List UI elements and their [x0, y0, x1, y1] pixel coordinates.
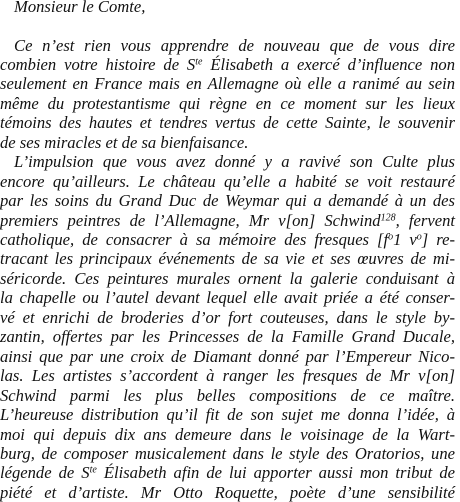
- line-text: ] re-: [421, 230, 456, 249]
- text-line: [0, 347, 455, 366]
- superscript: 128: [380, 212, 396, 224]
- text-line: [14, 152, 455, 171]
- line-text: de ses miracles et de sa bienfaisance.: [0, 132, 249, 152]
- text-line: [0, 191, 455, 210]
- line-text: ainsi que par une croix de Diamant donné par l’Empereur Nico-: [0, 346, 455, 366]
- line-text: piété et d’artiste. Mr Otto Roquette, poète d’une sensibilité: [0, 482, 455, 502]
- text-line: [0, 211, 455, 230]
- text-line: [0, 133, 455, 152]
- line-text: encore qu’ailleurs. Le château qu’elle a habité se voit restauré: [0, 171, 455, 191]
- line-text: premiers peintres de l’Allemagne, Mr v[on] Schwind: [0, 210, 381, 230]
- line-text: combien votre histoire de S: [0, 54, 196, 74]
- text-line: [14, 36, 455, 55]
- text-line: [0, 269, 455, 288]
- text-line: [0, 94, 455, 113]
- line-text: tracant les principaux événements de sa vie et ses œuvres de mi-: [0, 249, 455, 269]
- text-line: [0, 386, 455, 405]
- text-line: [0, 113, 455, 132]
- text-line: [0, 288, 455, 307]
- superscript: te: [89, 464, 97, 476]
- line-text: Élisabeth afin de lui apporter aussi mon tribut de: [96, 463, 455, 483]
- text-line: [0, 172, 455, 191]
- line-text: las. Les artistes s’accordent à ranger les fresques de Mr v[on]: [0, 366, 455, 386]
- text-line: [0, 425, 455, 444]
- line-text: catholique, de consacrer à sa mémoire des fresques [f: [0, 230, 389, 249]
- text-line: [0, 327, 455, 346]
- superscript: o: [388, 231, 394, 243]
- line-text: légende de S: [0, 463, 90, 483]
- line-text: la chapelle ou l’autel devant lequel elle avait priée a été conser-: [0, 288, 455, 308]
- line-text: L’impulsion que vous avez donné y a ravivé son Culte plus: [14, 152, 455, 172]
- salutation: Monsieur le Comte,: [14, 0, 146, 16]
- line-text: témoins des hautes et tendres vertus de cette Sainte, le souvenir: [0, 113, 455, 133]
- text-line: [0, 55, 455, 74]
- line-text: vé et enrichi de broderies d’or fort couteuses, dans le style by-: [0, 307, 455, 327]
- text-line: [0, 308, 455, 327]
- line-text: moi qui depuis dix ans demeure dans le voisinage de la Wart-: [0, 424, 455, 444]
- text-line: [0, 230, 455, 249]
- line-text: seulement en France mais en Allemagne où elle a ranimé au sein: [0, 74, 455, 94]
- line-text: Élisabeth a exercé d’influence non: [202, 54, 455, 74]
- text-line: [0, 483, 455, 502]
- line-text: zantin, offertes par les Princesses de la Famille Grand Ducale,: [0, 327, 455, 347]
- line-text: Ce n’est rien vous apprendre de nouveau que de vous dire: [14, 35, 455, 55]
- text-line: [0, 405, 455, 424]
- text-line: [0, 249, 455, 268]
- superscript: o: [416, 231, 422, 243]
- line-text: 1 v: [393, 230, 417, 249]
- text-line: [0, 463, 455, 482]
- superscript: te: [195, 56, 203, 68]
- line-text: burg, de composer musicalement dans le style des Oratorios, une: [0, 443, 455, 463]
- line-text: , fervent: [395, 210, 455, 230]
- line-text: Schwind parmi les plus belles compositions de ce maître.: [0, 385, 455, 405]
- text-line: [0, 74, 455, 93]
- line-text: L’heureuse distribution qu’il fit de son sujet me donna l’idée, à: [0, 405, 455, 425]
- text-line: [0, 444, 455, 463]
- line-text: même du protestantisme qui règne en ce moment sur les lieux: [0, 93, 455, 113]
- line-text: par les soins du Grand Duc de Weymar qui a demandé à un des: [0, 191, 455, 211]
- text-line: [0, 366, 455, 385]
- line-text: séricorde. Ces peintures murales ornent la galerie conduisant à: [0, 268, 455, 288]
